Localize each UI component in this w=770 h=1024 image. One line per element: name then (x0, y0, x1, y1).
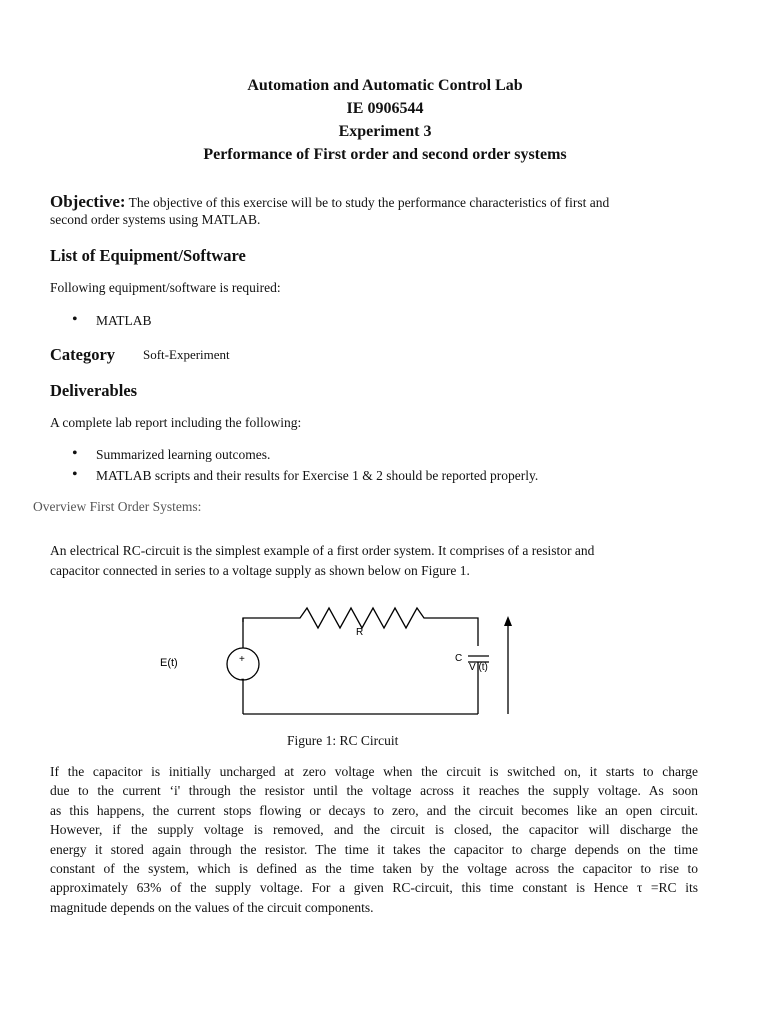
paragraph-line: However, if the supply voltage is removed, and the circuit is closed, the capacitor will discharge the (50, 822, 698, 838)
category-value: Soft-Experiment (143, 347, 230, 362)
experiment-title: Performance of First order and second order systems (203, 146, 567, 163)
paragraph-line: If the capacitor is initially uncharged at zero voltage when the circuit is switched on, it starts to charge (50, 764, 698, 779)
rc-circuit-diagram (0, 590, 770, 730)
arrow-head-icon (504, 616, 512, 626)
objective-text: The objective of this exercise will be to study the performance characteristics of first and (128, 195, 610, 210)
paragraph-line: magnitude depends on the values of the circuit components. (50, 899, 374, 915)
objective-text-line2: second order systems using MATLAB. (50, 212, 261, 227)
source-label: E(t) (160, 657, 178, 669)
resistor-label: R (356, 627, 364, 638)
overview-heading: Overview First Order Systems: (33, 499, 202, 514)
doc-title-lab: Automation and Automatic Control Lab (247, 77, 523, 94)
body-paragraph (50, 762, 698, 917)
equipment-heading: List of Equipment/Software (50, 246, 246, 265)
deliverable-item-label: Summarized learning outcomes. (96, 447, 271, 462)
paragraph-line: approximately 63% of the supply voltage. For a given RC-circuit, this time constant is Hence τ =RC its (50, 880, 698, 896)
objective-section (50, 192, 730, 212)
paragraph-line: energy it stored again through the resistor. The time it takes the capacitor to charge depends on the time (50, 841, 698, 857)
equipment-intro: Following equipment/software is required: (50, 280, 281, 295)
overview-para-line: capacitor connected in series to a voltage supply as shown below on Figure 1. (50, 563, 470, 578)
source-minus-sign: - (241, 674, 245, 685)
paragraph-line: due to the current ‘i' through the resistor until the voltage across it reaches the supply voltage. As soon (50, 783, 698, 799)
course-code: IE 0906544 (346, 100, 424, 117)
overview-para-line: An electrical RC-circuit is the simplest example of a first order system. It comprises of a resistor and (50, 543, 595, 558)
objective-label: Objective: (50, 192, 126, 211)
capacitor-label: C (455, 653, 463, 664)
category-label: Category (50, 345, 116, 364)
paragraph-line: constant of the system, which is defined as the time taken by the voltage across the capacitor to rise to (50, 861, 698, 877)
source-plus-sign: + (239, 654, 245, 665)
bullet-icon: • (72, 445, 78, 462)
bullet-icon: • (72, 466, 78, 483)
deliverables-intro: A complete lab report including the following: (50, 415, 302, 430)
voltage-label: V (t) (469, 662, 488, 673)
paragraph-line: as this happens, the current stops flowing or decays to zero, and the circuit becomes like an open circuit. (50, 802, 698, 818)
bullet-icon: • (72, 311, 78, 328)
experiment-number: Experiment 3 (338, 123, 432, 140)
deliverable-item-label: MATLAB scripts and their results for Exercise 1 & 2 should be reported properly. (96, 468, 539, 483)
deliverables-heading: Deliverables (50, 381, 138, 400)
figure-caption: Figure 1: RC Circuit (287, 733, 399, 748)
equipment-item-label: MATLAB (96, 313, 152, 328)
